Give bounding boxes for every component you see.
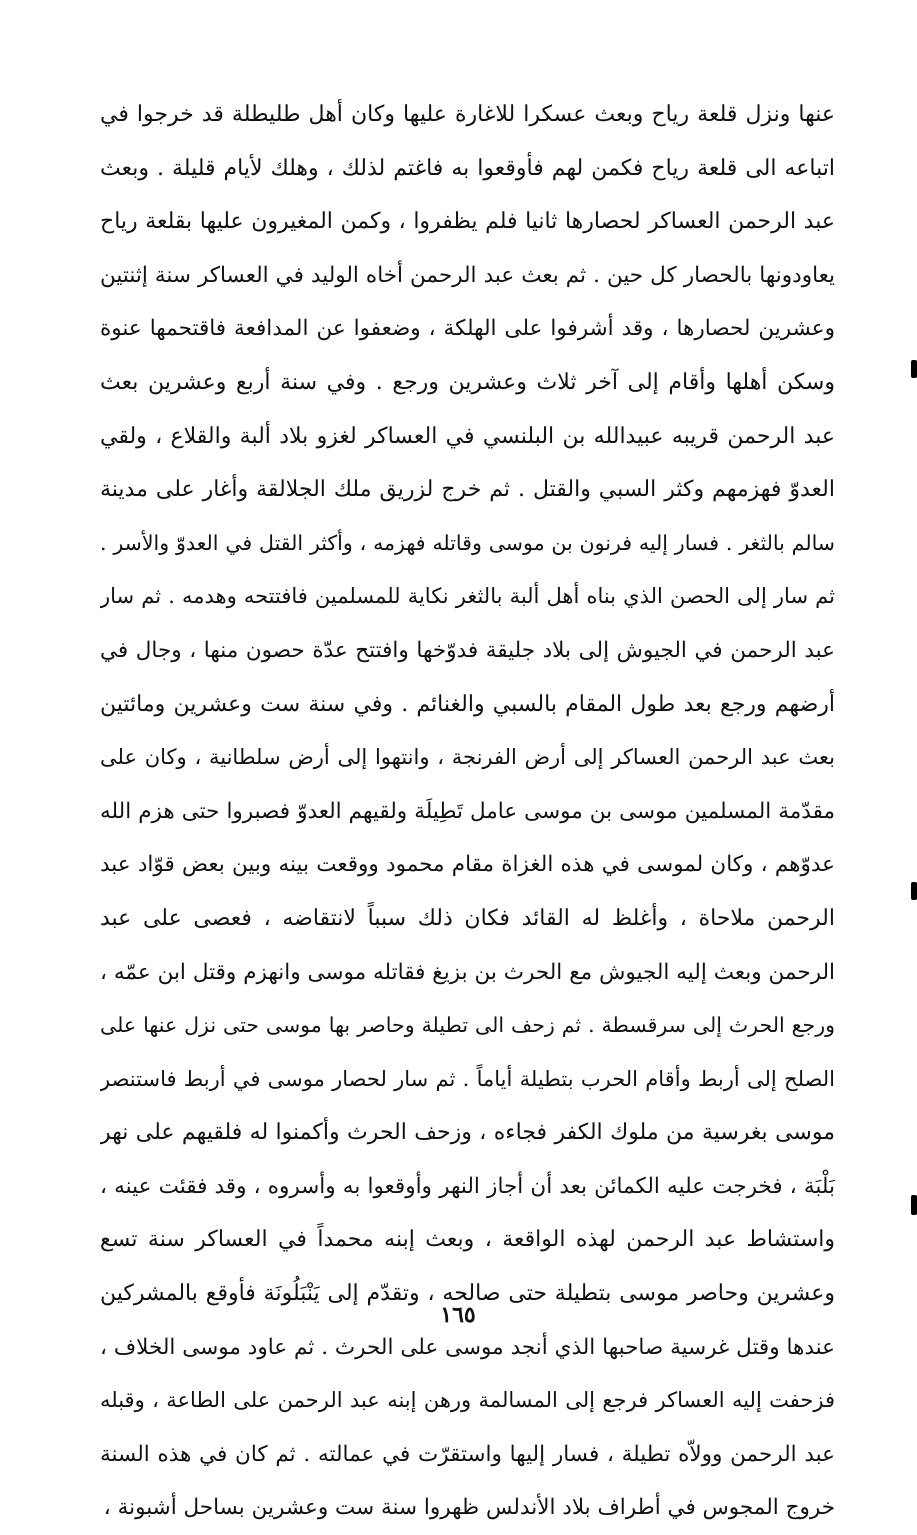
text-line: عبد الرحمن في الجيوش إلى بلاد جليقة فدوّخها وافتتح عدّة حصون منها ، وجال في xyxy=(100,637,835,663)
text-line: خروج المجوس في أطراف بلاد الأندلس ظهروا سنة ست وعشرين بساحل أشبونة ، xyxy=(103,1495,835,1521)
text-line: ورجع الحرث إلى سرقسطة . ثم زحف الى تطيلة وحاصر بها موسى حتى نزل عنها على xyxy=(100,1013,835,1038)
text-line: عبد الرحمن قريبه عبيدالله بن البلنسي في العساكر لغزو بلاد ألبة والقلاع ، ولقي xyxy=(100,423,835,449)
text-line: ثم سار إلى الحصن الذي بناه أهل ألبة بالثغر نكاية للمسلمين فافتتحه وهدمه . ثم سار xyxy=(100,584,835,609)
text-line: موسى بغرسية من ملوك الكفر فجاءه ، وزحف الحرث وأكمنوا له فلقيهم على نهر xyxy=(100,1120,835,1146)
scan-edge-mark xyxy=(911,360,917,378)
text-line: مقدّمة المسلمين موسى بن موسى عامل تَطِيلَة ولقيهم العدوّ فصبروا حتى هزم الله xyxy=(100,798,835,824)
text-line: اتباعه الى قلعة رياح فكمن لهم فأوقعوا به فاغتم لذلك ، وهلك لأيام قليلة . وبعث xyxy=(100,155,835,181)
text-line: واستشاط عبد الرحمن لهذه الواقعة ، وبعث إبنه محمداً في العساكر سنة تسع xyxy=(100,1227,835,1253)
text-line: بعث عبد الرحمن العساكر إلى أرض الفرنجة ، وانتهوا إلى أرض سلطانية ، وكان على xyxy=(100,745,835,770)
text-line: الصلح إلى أربط وأقام الحرب بتطيلة أياماً . ثم سار لحصار موسى في أربط فاستنصر xyxy=(100,1066,835,1091)
text-line: أرضهم ورجع بعد طول المقام بالسبي والغنائم . وفي سنة ست وعشرين ومائتين xyxy=(100,691,835,717)
text-line: وعشرين لحصارها ، وقد أشرفوا على الهلكة ، وضعفوا عن المدافعة فاقتحمها عنوة xyxy=(100,316,835,342)
text-line: الرحمن ملاحاة ، وأغلظ له القائد فكان ذلك سبباً لانتقاضه ، فعصى على عبد xyxy=(100,905,835,931)
text-line: عبد الرحمن وولاّه تطيلة ، فسار إليها واستقرّت في عمالته . ثم كان في هذه السنة xyxy=(100,1441,835,1467)
text-line: الرحمن وبعث إليه الجيوش مع الحرث بن بزيغ فقاتله موسى وانهزم وقتل ابن عمّه ، xyxy=(100,959,835,985)
text-line: بَلْبَة ، فخرجت عليه الكمائن بعد أن أجاز النهر وأوقعوا به وأسروه ، وقد فقئت عينه ، xyxy=(100,1173,835,1199)
text-line: وعشرين وحاصر موسى بتطيلة حتى صالحه ، وتقدّم إلى يَنْبَلُونَة فأوقع بالمشركين xyxy=(100,1281,835,1307)
text-line: وسكن أهلها وأقام إلى آخر ثلاث وعشرين ورجع . وفي سنة أربع وعشرين بعث xyxy=(100,369,835,395)
text-line: يعاودونها بالحصار كل حين . ثم بعث عبد الرحمن أخاه الوليد في العساكر سنة إثنتين xyxy=(100,262,835,288)
text-line: فزحفت إليه العساكر فرجع إلى المسالمة ورهن إبنه عبد الرحمن على الطاعة ، وقبله xyxy=(100,1388,835,1413)
text-line: عبد الرحمن العساكر لحصارها ثانيا فلم يظفروا ، وكمن المغيرون عليها بقلعة رياح xyxy=(100,209,835,235)
scan-edge-mark xyxy=(911,882,917,900)
text-line: العدوّ فهزمهم وكثر السبي والقتل . ثم خرج لزريق ملك الجلالقة وأغار على مدينة xyxy=(100,477,835,503)
page-number: ١٦٥ xyxy=(440,1302,476,1328)
text-line: عندها وقتل غرسية صاحبها الذي أنجد موسى على الحرث . ثم عاود موسى الخلاف ، xyxy=(100,1334,835,1360)
text-line: عدوّهم ، وكان لموسى في هذه الغزاة مقام محمود ووقعت بينه وبين بعض قوّاد عبد xyxy=(100,852,835,878)
text-line: عنها ونزل قلعة رياح وبعث عسكرا للاغارة عليها وكان أهل طليطلة قد خرجوا في xyxy=(100,102,835,127)
text-line: سالم بالثغر . فسار إليه فرنون بن موسى وقاتله فهزمه ، وأكثر القتل في العدوّ والأسر . xyxy=(100,530,835,555)
scan-edge-mark xyxy=(911,1195,917,1215)
